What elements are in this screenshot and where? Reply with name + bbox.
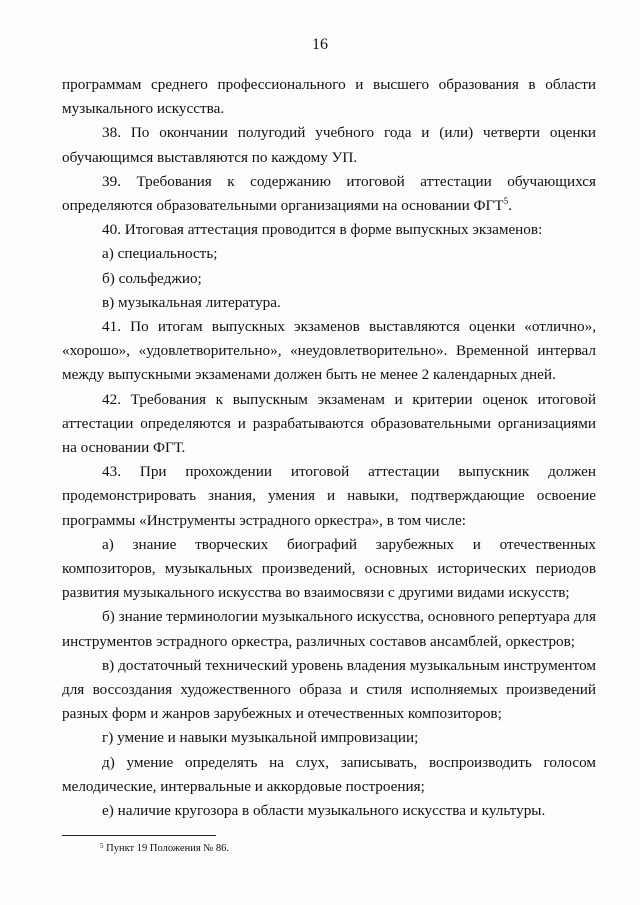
footnote-divider — [62, 835, 216, 836]
paragraph-41: 41. По итогам выпускных экзаменов выставляются оценки «отлично», «хорошо», «удовлетворительно», «неудовлетворительно». Временной интервал между выпускными экзаменами должен быть не менее 2 календарных дней. — [62, 318, 596, 384]
list-item-a-specialty: а) специальность; — [102, 245, 218, 263]
list-item-v-literature: в) музыкальная литература. — [102, 293, 281, 311]
paragraph-39-text: 39. Требования к содержанию итоговой аттестации обучающихся определяются образовательными организациями на основании ФГТ — [62, 172, 596, 215]
list-item-b-solfeggio: б) сольфеджио; — [102, 269, 202, 287]
list-item-g-improvisation: г) умение и навыки музыкальной импровизации; — [102, 729, 419, 747]
list-item-e-outlook: е) наличие кругозора в области музыкального искусства и культуры. — [102, 802, 546, 820]
paragraph-continuation: программам среднего профессионального и высшего образования в области музыкального искусства. — [62, 76, 596, 118]
list-item-v-technique: в) достаточный технический уровень владения музыкальным инструментом для воссоздания художественного образа и стиля исполняемых произведений разных форм и жанров зарубежных и отечественных композиторов; — [62, 656, 596, 723]
list-item-a-knowledge: а) знание творческих биографий зарубежных и отечественных композиторов, музыкальных произведений, основных исторических периодов развития музыкального искусства во взаимосвязи с другими видами искусств; — [62, 535, 596, 602]
paragraph-38: 38. По окончании полугодий учебного года и (или) четверти оценки обучающимся выставляются по каждому УП. — [62, 124, 596, 166]
footnote-reference: 5 — [503, 195, 509, 206]
paragraph-40: 40. Итоговая аттестация проводится в форме выпускных экзаменов: — [102, 221, 543, 239]
footnote-marker: 5 — [100, 842, 104, 850]
paragraph-39-end: . — [508, 197, 512, 215]
document-body — [62, 73, 596, 823]
paragraph-43: 43. При прохождении итоговой аттестации выпускник должен продемонстрировать знания, умения и навыки, подтверждающие освоение программы «Инструменты эстрадного оркестра», в том числе: — [62, 463, 596, 529]
list-item-b-terminology: б) знание терминологии музыкального искусства, основного репертуара для инструментов эстрадного оркестра, различных составов ансамблей, оркестров; — [62, 608, 596, 650]
footnote — [100, 842, 229, 856]
list-item-d-ear-training: д) умение определять на слух, записывать, воспроизводить голосом мелодические, интервальные и аккордовые построения; — [62, 753, 596, 795]
paragraph-39 — [62, 170, 596, 218]
page-number: 16 — [312, 36, 328, 53]
footnote-text: Пункт 19 Положения № 86. — [106, 843, 230, 854]
paragraph-42: 42. Требования к выпускным экзаменам и критерии оценок итоговой аттестации определяются и разрабатываются образовательными организациями на основании ФГТ. — [62, 390, 596, 457]
